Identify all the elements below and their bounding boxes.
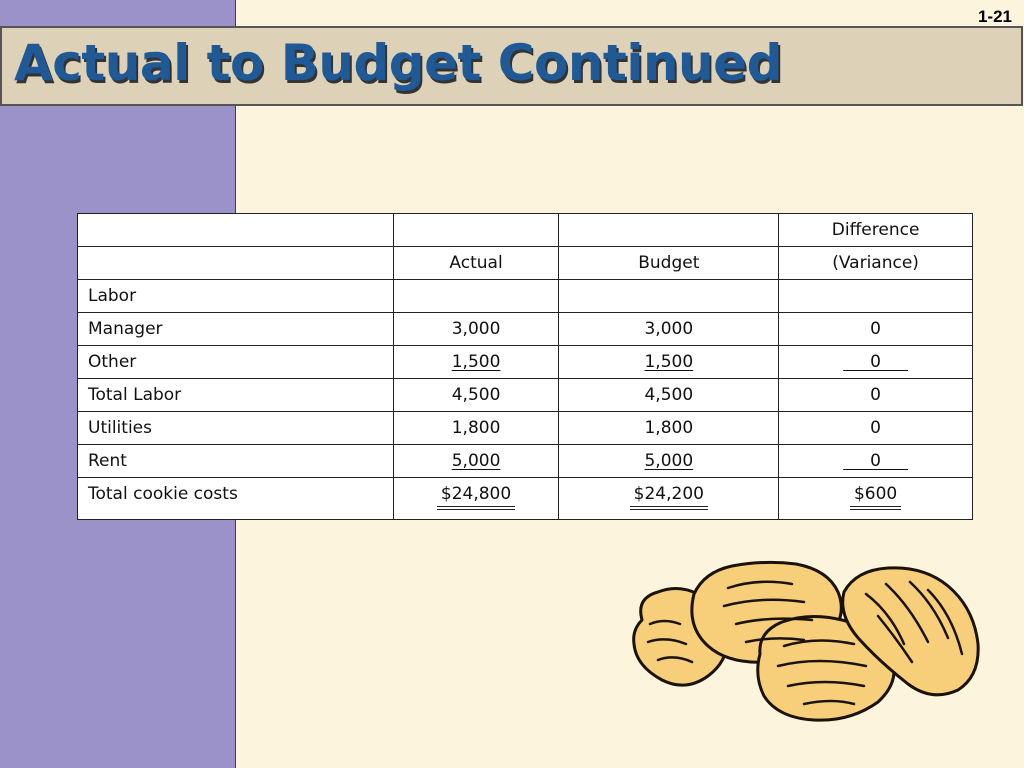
cell-actual bbox=[393, 445, 559, 478]
table-row-total bbox=[78, 478, 973, 520]
table-row bbox=[78, 379, 973, 412]
title-bar bbox=[0, 26, 1023, 106]
cookies-icon bbox=[628, 558, 984, 728]
table-row bbox=[78, 412, 973, 445]
double-underlined-value: $24,800 bbox=[437, 484, 515, 510]
row-label: Rent bbox=[78, 445, 394, 478]
cell-actual: 1,800 bbox=[393, 412, 559, 445]
header-cell-difference: Difference bbox=[779, 214, 973, 247]
double-underlined-value: $600 bbox=[850, 484, 901, 510]
row-label: Other bbox=[78, 346, 394, 379]
cell-budget bbox=[559, 478, 779, 520]
underlined-value: 5,000 bbox=[644, 451, 694, 471]
header-cell-budget: Budget bbox=[559, 247, 779, 280]
row-label: Total cookie costs bbox=[78, 478, 394, 520]
cell-budget: 3,000 bbox=[559, 313, 779, 346]
header-cell-budget-top bbox=[559, 214, 779, 247]
cell-actual bbox=[393, 346, 559, 379]
cell-difference: 0 bbox=[779, 313, 973, 346]
budget-comparison-table bbox=[77, 213, 973, 520]
row-label: Manager bbox=[78, 313, 394, 346]
table-row bbox=[78, 346, 973, 379]
header-cell-actual: Actual bbox=[393, 247, 559, 280]
underlined-value: 5,000 bbox=[451, 451, 501, 471]
cell-budget bbox=[559, 346, 779, 379]
cell-difference: 0 bbox=[779, 379, 973, 412]
table-row bbox=[78, 280, 973, 313]
cell-difference: 0 bbox=[779, 412, 973, 445]
cell-actual bbox=[393, 280, 559, 313]
underlined-value: 1,500 bbox=[644, 352, 694, 372]
table-header-row bbox=[78, 214, 973, 247]
cell-budget bbox=[559, 280, 779, 313]
cell-actual: 4,500 bbox=[393, 379, 559, 412]
cell-budget: 1,800 bbox=[559, 412, 779, 445]
cell-difference bbox=[779, 445, 973, 478]
cell-budget bbox=[559, 445, 779, 478]
table-row bbox=[78, 313, 973, 346]
slide-title: Actual to Budget Continued bbox=[14, 34, 782, 92]
header-cell-actual-top bbox=[393, 214, 559, 247]
double-underlined-value: $24,200 bbox=[630, 484, 708, 510]
underlined-value-padded: 0 bbox=[843, 451, 909, 471]
header-cell-variance: (Variance) bbox=[779, 247, 973, 280]
underlined-value-padded: 0 bbox=[843, 352, 909, 372]
cell-difference bbox=[779, 346, 973, 379]
header-cell-label bbox=[78, 214, 394, 247]
slide-number: 1-21 bbox=[977, 7, 1012, 26]
table-header-row bbox=[78, 247, 973, 280]
header-cell-label-2 bbox=[78, 247, 394, 280]
cell-difference bbox=[779, 478, 973, 520]
table-row bbox=[78, 445, 973, 478]
row-label: Labor bbox=[78, 280, 394, 313]
underlined-value: 1,500 bbox=[451, 352, 501, 372]
cell-difference bbox=[779, 280, 973, 313]
row-label: Utilities bbox=[78, 412, 394, 445]
cell-budget: 4,500 bbox=[559, 379, 779, 412]
cell-actual: 3,000 bbox=[393, 313, 559, 346]
cell-actual bbox=[393, 478, 559, 520]
row-label: Total Labor bbox=[78, 379, 394, 412]
